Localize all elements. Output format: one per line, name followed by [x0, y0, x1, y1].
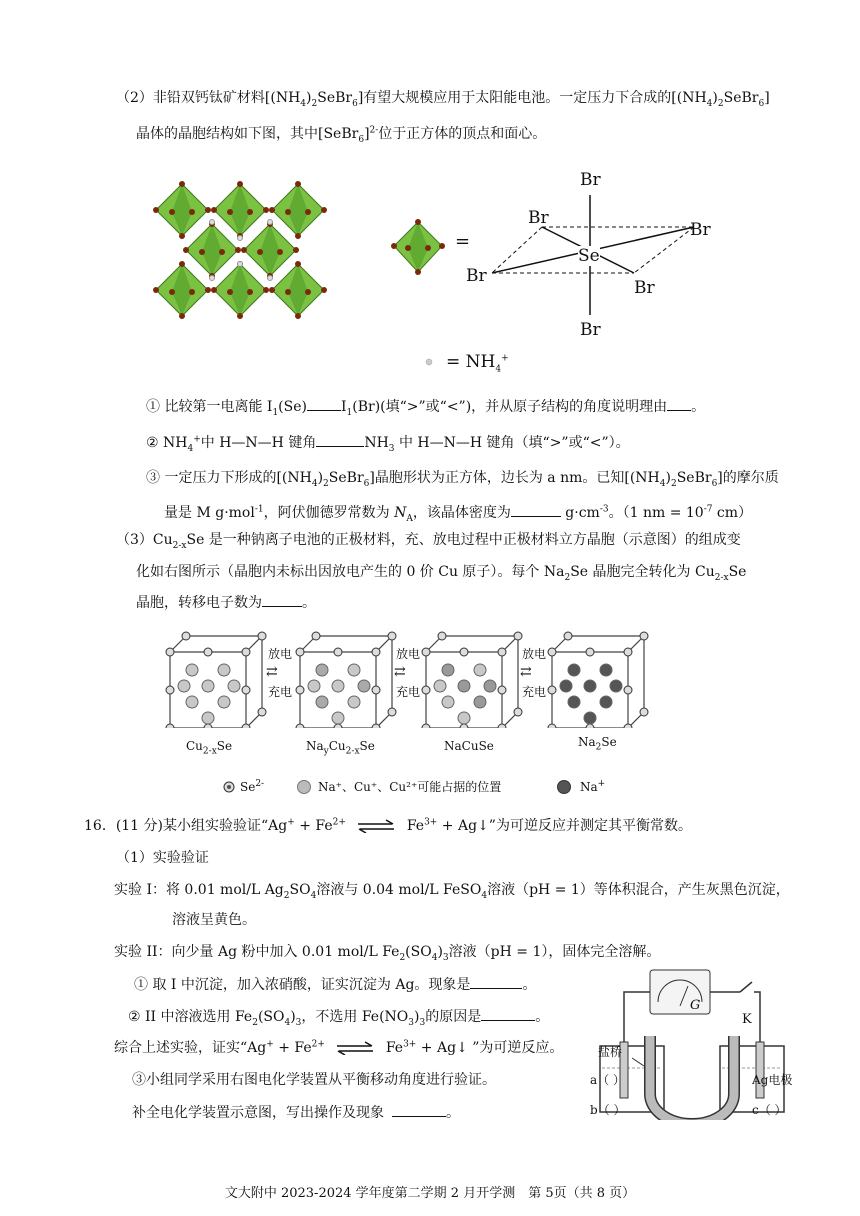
galvanometer-label: G — [690, 998, 701, 1013]
cation-site — [316, 664, 328, 676]
answer-blank[interactable] — [392, 1102, 446, 1117]
cation-site — [316, 696, 328, 708]
nh4-ion — [268, 276, 273, 281]
answer-blank[interactable] — [307, 396, 341, 411]
se-ion — [334, 648, 342, 656]
se-ion — [498, 648, 506, 656]
cation-site — [568, 664, 580, 676]
cation-site — [584, 680, 596, 692]
se-ion — [296, 724, 304, 728]
se-ion — [296, 648, 304, 656]
br-atom — [295, 313, 301, 319]
se-ion — [624, 686, 632, 694]
label-b: b（ ） — [590, 1103, 626, 1117]
cation-site — [568, 696, 580, 708]
se-ion — [166, 686, 174, 694]
page-footer: 文大附中 2023-2024 学年度第二学期 2 月开学测 第 5页（共 8 页） — [224, 1186, 636, 1201]
arrow1-top-label: 放电 — [268, 647, 293, 661]
se-ion — [586, 648, 594, 656]
cation-site — [202, 712, 214, 724]
cation-site — [442, 664, 454, 676]
se-ion — [372, 724, 380, 728]
salt-bridge-label: 盐桥 — [598, 1045, 623, 1059]
q16-item3-line2: 补全电化学装置示意图，写出操作及现象 。 — [132, 1102, 460, 1123]
se-ion — [334, 724, 342, 728]
br-atom — [179, 233, 185, 239]
br-atom — [205, 287, 211, 293]
cation-site — [474, 696, 486, 708]
br-atom — [227, 289, 233, 295]
br-bottom-label: Br — [580, 320, 601, 340]
cation-site — [458, 712, 470, 724]
br-atom — [285, 209, 291, 215]
arrow2-top-label: 放电 — [396, 647, 421, 661]
cation-site — [458, 680, 470, 692]
br-atom — [169, 289, 175, 295]
br-back-left-label: Br — [528, 208, 549, 228]
br-atom — [247, 289, 253, 295]
se-ion — [624, 648, 632, 656]
se-ion — [242, 724, 250, 728]
br-atom — [153, 207, 159, 213]
answer-blank[interactable] — [667, 396, 691, 411]
q15-2-item1: ① 比较第一电离能 $I_1(Se)$ $I_1(Br)$(填“>”或“<”)，并从原子结构的角度说明理由 。 — [146, 396, 705, 417]
cation-site — [358, 680, 370, 692]
cation-site — [484, 680, 496, 692]
legend-sites: Na⁺、Cu⁺、Cu²⁺可能占据的位置 — [318, 780, 502, 794]
br-atom — [205, 207, 211, 213]
q16-item2: ② II 中溶液选用 $Fe_2(SO_4)_3$，不选用 $Fe(NO_3)_3$的原因是 。 — [128, 1006, 549, 1027]
cation-site — [600, 696, 612, 708]
br-atom — [305, 289, 311, 295]
cell-label-naycu2xse: $Na_yCu_{2-x}Se$ — [306, 739, 375, 757]
se-ion — [204, 724, 212, 728]
cation-site — [202, 680, 214, 692]
nh4-ion — [210, 276, 215, 281]
octahedron-icon — [388, 218, 448, 278]
br-atom — [189, 289, 195, 295]
q16-item1: ① 取 I 中沉淀，加入浓硝酸，证实沉淀为 Ag。现象是 。 — [134, 974, 536, 995]
se-ion — [422, 724, 430, 728]
se-ion — [372, 686, 380, 694]
se-center-label: Se — [578, 246, 600, 266]
br-atom — [179, 313, 185, 319]
se-ion — [258, 632, 266, 640]
q15-2-item3-line2: 量是 M g·mol$^{-1}$，阿伏伽德罗常数为 $N_A$，该晶体密度为 $g\cdot cm^{-3}$。（1 nm = $10^{-7}$ cm） — [164, 502, 752, 523]
br-atom — [227, 209, 233, 215]
cation-site — [442, 696, 454, 708]
q16-exp1: 实验 I：将 0.01 mol/L $Ag_2SO_4$溶液与 0.04 mol/L FeSO$_4$溶液（pH = 1）等体积混合，产生灰黑色沉淀， — [114, 882, 790, 901]
arrow2-icon: ⇄ — [394, 664, 406, 680]
br-top-label: Br — [580, 170, 601, 190]
nh4-ion — [238, 236, 243, 241]
se-ion — [640, 632, 648, 640]
br-atom — [211, 207, 217, 213]
q15-3-line2: 化如右图所示（晶胞内未标出因放电产生的 0 价 Cu 原子）。每个 $Na_2Se$ 晶胞完全转化为 $Cu_{2-x}Se$ — [136, 564, 747, 583]
answer-blank[interactable] — [511, 502, 561, 517]
nh4-legend: = $NH_4^+$ — [446, 352, 509, 375]
se-ion — [548, 686, 556, 694]
cation-site — [308, 680, 320, 692]
cation-site — [348, 664, 360, 676]
answer-blank[interactable] — [481, 1006, 535, 1021]
se-ion — [388, 708, 396, 716]
br-atom — [237, 181, 243, 187]
br-atom — [257, 249, 263, 255]
br-back-right-label: Br — [690, 220, 711, 240]
arrow3-bottom-label: 充电 — [522, 685, 547, 699]
arrow3-icon: ⇄ — [520, 664, 532, 680]
br-front-left-label: Br — [466, 266, 487, 286]
arrow2-bottom-label: 充电 — [396, 685, 421, 699]
br-atom — [183, 247, 189, 253]
q16-exp1-line2: 溶液呈黄色。 — [172, 912, 256, 928]
label-c: c（ ） — [752, 1103, 787, 1117]
perovskite-lattice-figure — [150, 172, 350, 332]
br-atom — [295, 181, 301, 187]
br-atom — [211, 287, 217, 293]
cation-site — [218, 664, 230, 676]
legend-se: $Se^{2-}$ — [240, 779, 265, 794]
cation-site — [610, 680, 622, 692]
na-ion-icon — [556, 779, 572, 795]
br-atom — [295, 261, 301, 267]
se-ion — [514, 708, 522, 716]
q15-3-line1: $(3)Cu_{2-x}Se$ 是一种钠离子电池的正极材料，充、放电过程中正极材料立方晶胞（示意图）的组成变 — [116, 532, 741, 551]
se-ion — [548, 648, 556, 656]
br-atom — [305, 209, 311, 215]
se-ion — [166, 724, 174, 728]
cation-site — [560, 680, 572, 692]
br-atom — [189, 209, 195, 215]
se-ion — [258, 708, 266, 716]
se-ion — [460, 648, 468, 656]
br-atom — [247, 209, 253, 215]
br-atom — [269, 287, 275, 293]
br-atom — [277, 249, 283, 255]
equilibrium-arrow-icon — [335, 1041, 375, 1055]
br-atom — [241, 247, 247, 253]
cation-site — [474, 664, 486, 676]
answer-blank[interactable] — [470, 974, 522, 989]
answer-blank[interactable] — [316, 432, 364, 447]
q15-2-line2: 晶体的晶胞结构如下图，其中[SeBr$_6$]$^{2-}$位于正方体的顶点和面心。 — [136, 125, 547, 145]
se-ion — [242, 686, 250, 694]
se-ion — [372, 648, 380, 656]
br-atom — [199, 249, 205, 255]
q15-3-line3: 晶胞，转移电子数为 。 — [136, 592, 316, 613]
se-ion — [204, 648, 212, 656]
br-atom — [263, 207, 269, 213]
cell-label-cu2xse: $Cu_{2-x}Se$ — [186, 739, 233, 757]
nh4-dot-icon — [424, 357, 434, 367]
br-atom — [169, 209, 175, 215]
se-ion — [514, 632, 522, 640]
q16-item3: ③小组同学采用右图电化学装置从平衡移动角度进行验证。 — [132, 1072, 496, 1088]
equilibrium-arrow-icon — [356, 819, 396, 833]
q16-summary: 综合上述实验，证实“$Ag^+ + Fe^{2+}$ $Fe^{3+}$ + Ag↓ ”为可逆反应。 — [114, 1039, 564, 1056]
se-ion — [388, 632, 396, 640]
cation-site — [600, 664, 612, 676]
equals-sign: = — [455, 231, 471, 252]
se-ion — [296, 686, 304, 694]
cation-site — [186, 664, 198, 676]
switch-label: K — [742, 1012, 752, 1027]
cation-site — [228, 680, 240, 692]
br-front-right-label: Br — [634, 278, 655, 298]
cation-site — [348, 696, 360, 708]
se-ion — [564, 632, 572, 640]
nh4-ion — [210, 220, 215, 225]
arrow1-icon: ⇄ — [266, 664, 278, 680]
se-ion — [460, 724, 468, 728]
cation-site — [332, 712, 344, 724]
se-ion — [624, 724, 632, 728]
cation-site — [178, 680, 190, 692]
br-atom — [237, 313, 243, 319]
q15-2-item3: ③ 一定压力下形成的$[(NH_4)_2SeBr_6]$晶胞形状为正方体，边长为 a nm。已知$[(NH_4)_2SeBr_6]$的摩尔质 — [146, 470, 779, 489]
se-ion — [498, 686, 506, 694]
q16-sub1: （1）实验验证 — [116, 850, 209, 866]
se-ion — [498, 724, 506, 728]
cell-label-na2se: $Na_2Se$ — [578, 735, 617, 753]
q15-2-line1: （2）非铅双钙钛矿材料$[(NH_4)_2SeBr_6]$有望大规模应用于太阳能电池。一定压力下合成的$[(NH_4)_2SeBr_6]$ — [116, 90, 770, 109]
legend-na: Na+ — [580, 779, 606, 794]
br-atom — [263, 287, 269, 293]
br-atom — [179, 181, 185, 187]
cation-site — [584, 712, 596, 724]
se-ion — [586, 724, 594, 728]
label-a: a（ ） — [590, 1073, 625, 1087]
br-atom — [293, 247, 299, 253]
se-ion — [422, 686, 430, 694]
se-ion — [166, 648, 174, 656]
se-ion — [242, 648, 250, 656]
unit-cells-figure — [160, 618, 660, 728]
se-ion — [640, 708, 648, 716]
q15-2-item2: ② $NH_4^+$中 H—N—H 键角 $NH_3$ 中 H—N—H 键角（填“>”或“<”）。 — [146, 432, 630, 453]
q16-exp2: 实验 II：向少量 Ag 粉中加入 0.01 mol/L $Fe_2(SO_4)_3$溶液（pH = 1），固体完全溶解。 — [114, 944, 661, 963]
br-atom — [179, 261, 185, 267]
answer-blank[interactable] — [262, 592, 302, 607]
br-atom — [153, 287, 159, 293]
nh4-ion — [268, 220, 273, 225]
cation-site — [186, 696, 198, 708]
se-ion — [438, 632, 446, 640]
br-atom — [235, 247, 241, 253]
site-icon — [296, 779, 312, 795]
se-ion — [548, 724, 556, 728]
se-ion — [312, 632, 320, 640]
cation-site — [332, 680, 344, 692]
cell-label-nacuse: NaCuSe — [444, 739, 494, 753]
arrow3-top-label: 放电 — [522, 647, 547, 661]
br-atom — [321, 207, 327, 213]
se-ion — [422, 648, 430, 656]
nh4-ion — [238, 262, 243, 267]
br-atom — [285, 289, 291, 295]
arrow1-bottom-label: 充电 — [268, 685, 293, 699]
cation-site — [434, 680, 446, 692]
br-atom — [321, 287, 327, 293]
se-ion — [182, 632, 190, 640]
br-atom — [295, 233, 301, 239]
se-ion-icon — [222, 780, 236, 794]
ag-electrode-label: Ag电极 — [752, 1073, 793, 1087]
br-atom — [219, 249, 225, 255]
q16-heading: 16．(11 分)某小组实验验证“$Ag^+ + Fe^{2+}$ $Fe^{3+}$ + Ag↓”为可逆反应并测定其平衡常数。 — [84, 817, 692, 834]
br-atom — [269, 207, 275, 213]
cation-site — [218, 696, 230, 708]
